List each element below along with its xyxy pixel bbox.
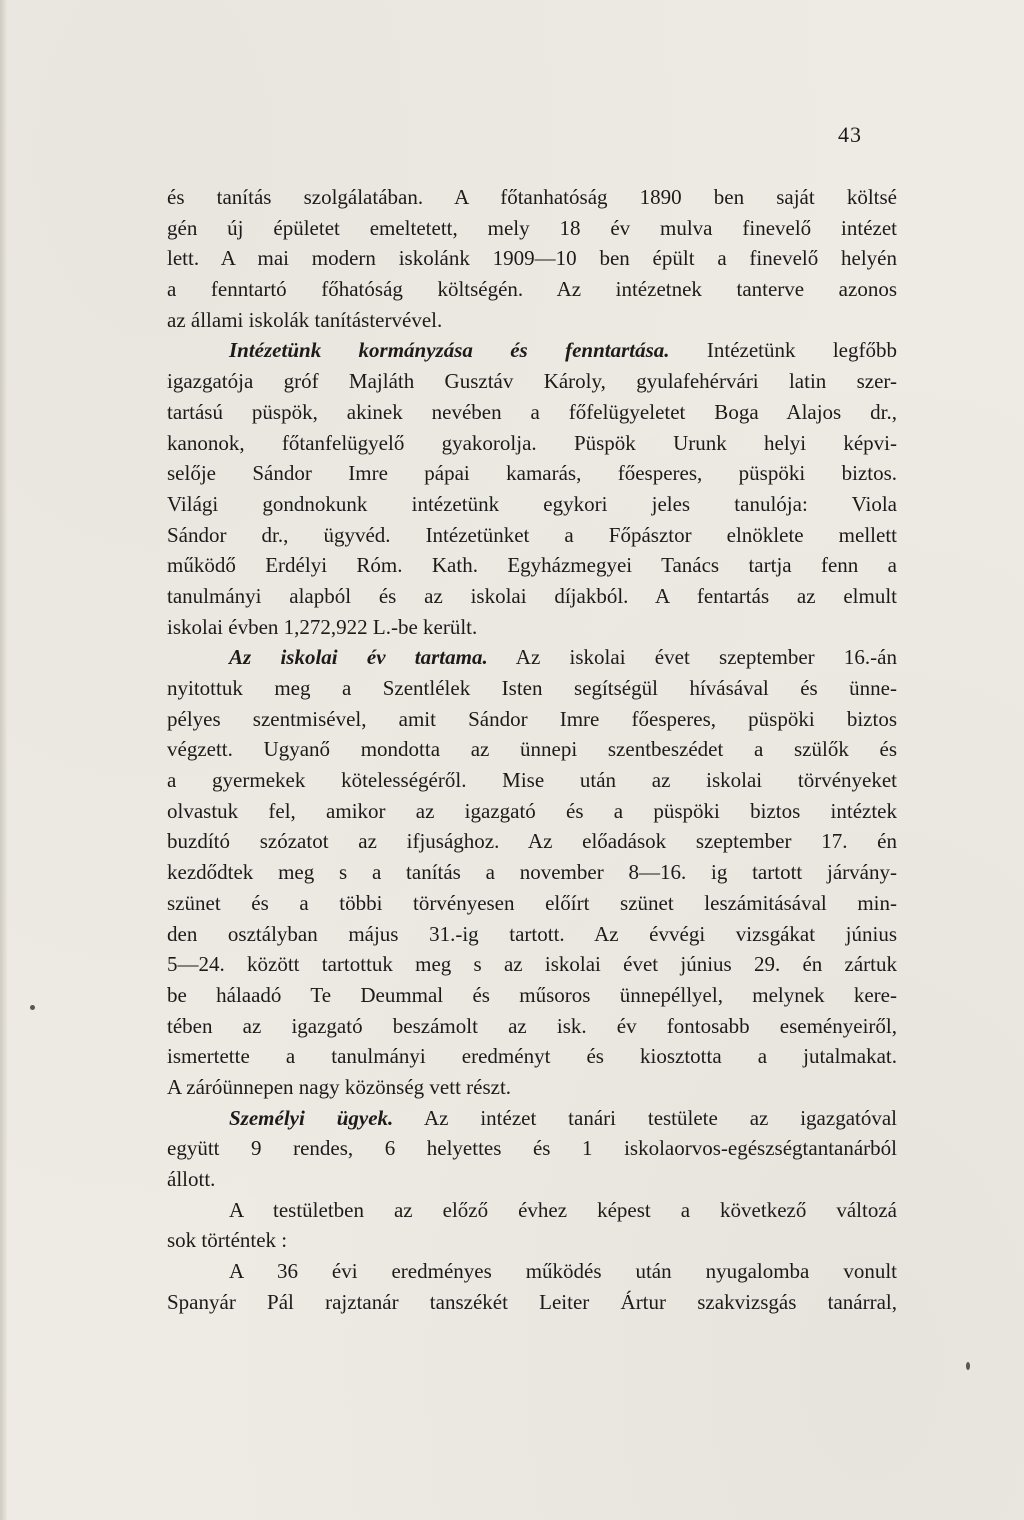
text-line-21: olvastuk fel, amikor az igazgató és a püspöki biztos intéztek — [167, 798, 897, 823]
text-line-24: szünet és a többi törvényesen előírt szünet leszámitásával min- — [167, 890, 897, 915]
text-line-36: A 36 évi eredményes működés után nyugalomba vonult — [229, 1259, 897, 1284]
text-line-11: Világi gondnokunk intézetünk egykori jeles tanulója: Viola — [167, 491, 897, 516]
text-line-14: tanulmányi alapból és az iskolai díjakból. A fentartás az elmult — [167, 583, 897, 608]
section-heading-line-school-year: Az iskolai év tartama. Az iskolai évet szeptember 16.-án — [229, 645, 897, 670]
text-line-10: selője Sándor Imre pápai kamarás, főesperes, püspöki biztos. — [167, 461, 897, 486]
text-line-25: den osztályban május 31.-ig tartott. Az évvégi vizsgákat június — [167, 921, 897, 946]
text-line-26: 5—24. között tartottuk meg s az iskolai évet június 29. én zártuk — [167, 952, 897, 977]
text-line-7: igazgatója gróf Majláth Gusztáv Károly, gyulafehérvári latin szer- — [167, 369, 897, 394]
text-line-18: pélyes szentmisével, amit Sándor Imre főesperes, püspöki biztos — [167, 706, 897, 731]
page-left-edge — [0, 0, 7, 1520]
text-line-22: buzdító szózatot az ifjusághoz. Az előadások szeptember 17. én — [167, 829, 897, 854]
text-line-23: kezdődtek meg s a tanítás a november 8—16. ig tartott járvány- — [167, 860, 897, 885]
section-heading-governance: Intézetünk kormányzása és fenntartása. — [229, 338, 670, 363]
text-line-3: lett. A mai modern iskolánk 1909—10 ben épült a finevelő helyén — [167, 246, 897, 271]
text-line-30: A záróünnepen nagy közönség vett részt. — [167, 1074, 512, 1099]
paper-speck — [30, 1005, 35, 1010]
text-line-1: és tanítás szolgálatában. A főtanhatóság 1890 ben saját költsé — [167, 185, 897, 209]
text-line-4: a fenntartó főhatóság költségén. Az intézetnek tanterve azonos — [167, 277, 897, 302]
text-line-32: együtt 9 rendes, 6 helyettes és 1 iskolaorvos-egészségtantanárból — [167, 1136, 897, 1161]
text-line-33: állott. — [167, 1167, 216, 1191]
text-line-19: végzett. Ugyanő mondotta az ünnepi szentbeszédet a szülők és — [167, 737, 897, 762]
page-number: 43 — [838, 122, 862, 147]
text-line-20: a gyermekek kötelességéről. Mise után az iskolai törvényeket — [167, 768, 897, 793]
text-line-5: az állami iskolák tanítástervével. — [167, 307, 443, 332]
section-heading-line-governance: Intézetünk kormányzása és fenntartása. Intézetünk legfőbb — [229, 338, 897, 363]
section-heading-school-year: Az iskolai év tartama. — [229, 645, 488, 670]
text-line-29: ismertette a tanulmányi eredményt és kiosztotta a jutalmakat. — [167, 1044, 897, 1069]
text-line-2: gén új épületet emeltetett, mely 18 év mulva finevelő intézet — [167, 215, 897, 240]
text-line-12: Sándor dr., ügyvéd. Intézetünket a Főpásztor elnöklete mellett — [167, 522, 897, 547]
section-heading-personnel: Személyi ügyek. — [229, 1105, 394, 1130]
text-line-34: A testületben az előző évhez képest a következő változá — [229, 1197, 897, 1222]
text-line-35: sok történtek : — [167, 1228, 288, 1253]
body-text — [167, 182, 897, 1317]
text-line-13: működő Erdélyi Róm. Kath. Egyházmegyei Tanács tartja fenn a — [167, 553, 897, 578]
text-line-15: iskolai évben 1,272,922 L.-be került. — [167, 614, 478, 639]
section-heading-line-personnel: Személyi ügyek. Az intézet tanári testülete az igazgatóval — [229, 1105, 898, 1130]
text-line-27: be hálaadó Te Deummal és műsoros ünnepéllyel, melynek kere- — [167, 982, 897, 1007]
text-line-17: nyitottuk meg a Szentlélek Isten segítségül hívásával és ünne- — [167, 676, 897, 700]
text-line-28: tében az igazgató beszámolt az isk. év fontosabb eseményeiről, — [167, 1013, 897, 1038]
text-line-37: Spanyár Pál rajztanár tanszékét Leiter Ártur szakvizsgás tanárral, — [167, 1289, 897, 1314]
paper-speck — [966, 1362, 970, 1370]
text-line-9: kanonok, főtanfelügyelő gyakorolja. Püspök Urunk helyi képvi- — [167, 430, 897, 455]
text-line-8: tartású püspök, akinek nevében a főfelügyeletet Boga Alajos dr., — [167, 399, 897, 424]
